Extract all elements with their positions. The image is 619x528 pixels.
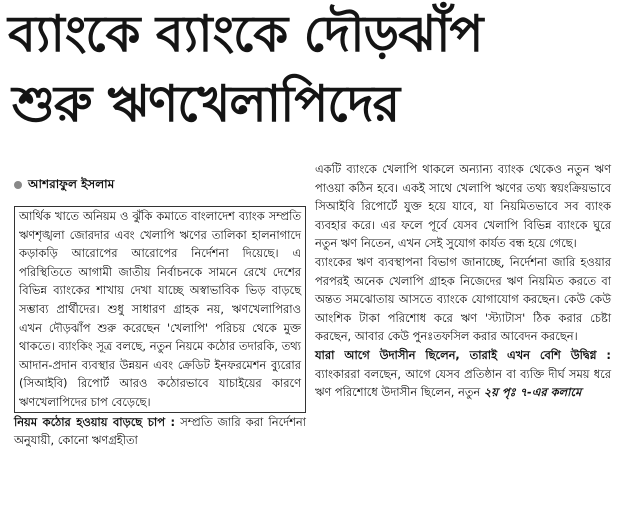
- article-column-left: [14, 206, 306, 450]
- right-subsection: [315, 346, 611, 402]
- right-paragraph-1: একটি ব্যাংকে খেলাপি থাকলে অন্যান্য ব্যাংক থেকেও নতুন ঋণ পাওয়া কঠিন হবে। একই সাথে খেলাপি ঋণের তথ্য স্বয়ংক্রিয়ভাবে সিআইবি রিপোর্টে যুক্ত হয়ে যাবে, যা নিয়মিতভাবে সব ব্যাংক ব্যবহার করে। এর ফলে পূর্বে যেসব খেলাপি বিভিন্ন ব্যাংকে ঘুরে নতুন ঋণ নিতেন, এখন সেই সুযোগ কার্যত বন্ধ হয়ে গেছে।: [315, 162, 611, 251]
- right-subhead: যারা আগে উদাসীন ছিলেন, তারাই এখন বেশি উদ্বিগ্ন :: [315, 347, 611, 362]
- author-name: আশরাফুল ইসলাম: [28, 177, 115, 191]
- byline: [14, 176, 114, 196]
- left-subhead-text: সম্প্রতি জারি করা নির্দেশনা অনুযায়ী, কোনো ঋণগ্রহীতা: [14, 414, 306, 448]
- intro-box: [14, 206, 306, 413]
- left-subhead: নিয়ম কঠোর হওয়ায় বাড়ছে চাপ :: [14, 414, 176, 429]
- article-column-right: [315, 160, 611, 402]
- headline-line-1: ব্যাংকে ব্যাংকে দৌড়ঝাঁপ: [8, 5, 483, 63]
- right-paragraph-2: ব্যাংকের ঋণ ব্যবস্থাপনা বিভাগ জানাচ্ছে, নির্দেশনা জারি হওয়ার পরপরই অনেক খেলাপি গ্রাহক নিজেদের ঋণ নিয়মিত করতে বা অন্তত সমঝোতায় আসতে ব্যাংকে যোগাযোগ করছেন। কেউ কেউ আংশিক টাকা পরিশোধ করে ঋণ 'স্ট্যাটাস' ঠিক করার চেষ্টা করছেন, আবার কেউ পুনঃতফসিল করার আবেদন করছেন।: [315, 254, 611, 344]
- right-subhead-text: ব্যাংকাররা বলছেন, আগে যেসব প্রতিষ্ঠান বা ব্যক্তি দীর্ঘ সময় ধরে ঋণ পরিশোধে উদাসীন ছিলেন, নতুন: [315, 366, 611, 400]
- left-subsection: [14, 413, 306, 450]
- bullet-icon: [14, 181, 22, 189]
- continued-marker: ২য় পৃঃ ৭-এর কলামে: [483, 385, 582, 400]
- headline-line-2: শুরু ঋণখেলাপিদের: [12, 75, 400, 133]
- intro-paragraph: আর্থিক খাতে অনিয়ম ও ঝুঁকি কমাতে বাংলাদেশ ব্যাংক সম্প্রতি ঋণশৃঙ্খলা জোরদার এবং খেলাপি ঋণের তালিকা হালনাগাদে কড়াকড়ি আরোপের আরোপের নির্দেশনা দিয়েছে। এ পরিস্থিতিতে আগামী জাতীয় নির্বাচনকে সামনে রেখে দেশের বিভিন্ন ব্যাংকের শাখায় দেখা যাচ্ছে অস্বাভাবিক ভিড় বাড়ছে সম্ভাব্য প্রার্থীদের। শুধু সাধারণ গ্রাহক নয়, ঋণখেলাপিরাও এখন দৌড়ঝাঁপ শুরু করেছেন 'খেলাপি' পরিচয় থেকে মুক্ত থাকতে। ব্যাংকিং সূত্র বলছে, নতুন নিয়মে কঠোর তদারকি, তথ্য আদান-প্রদান ব্যবস্থার উন্নয়ন এবং ক্রেডিট ইনফরমেশন ব্যুরোর (সিআইবি) রিপোর্ট আরও কঠোরভাবে যাচাইয়ের কারণে ঋণখেলাপিদের চাপ বেড়েছে।: [19, 209, 301, 409]
